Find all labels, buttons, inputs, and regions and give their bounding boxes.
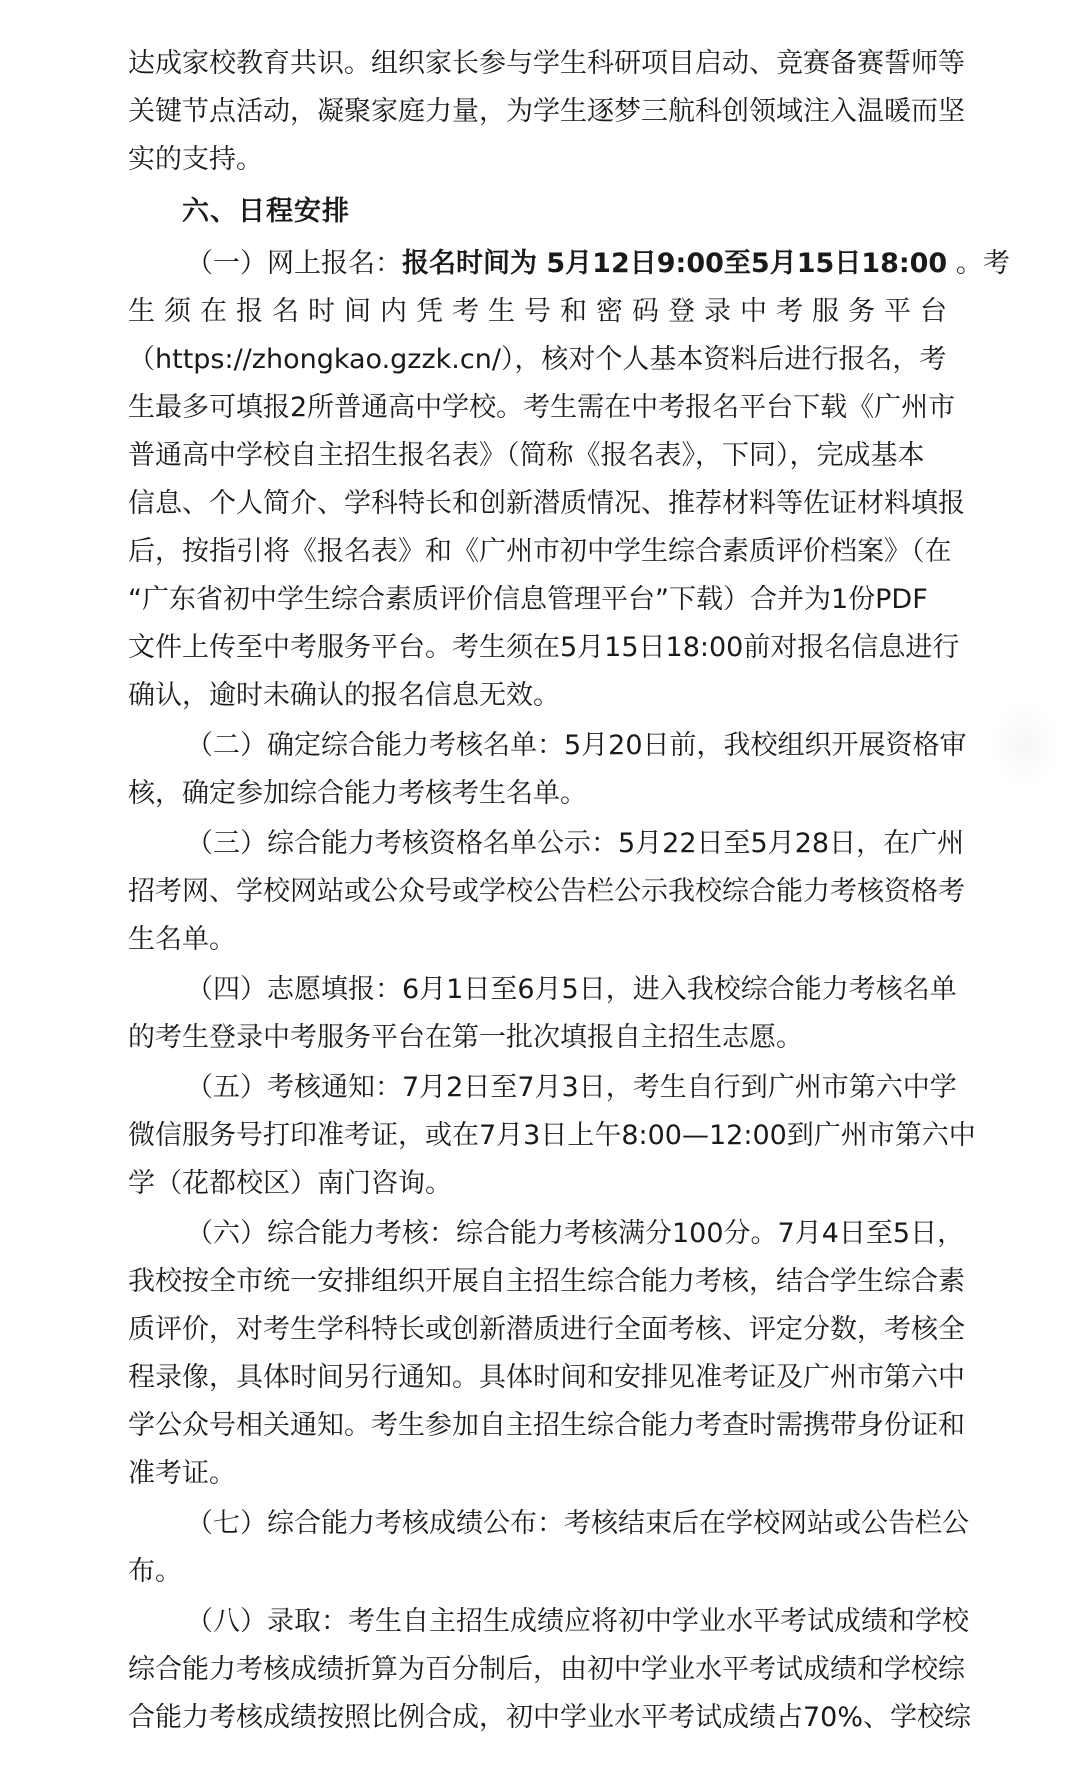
text-line: 合能力考核成绩按照比例合成，初中学业水平考试成绩占70%、学校综 — [128, 1702, 972, 1733]
text-line: 程录像，具体时间另行通知。具体时间和安排见准考证及广州市第六中 — [128, 1362, 965, 1393]
text-line: （七）综合能力考核成绩公布：考核结束后在学校网站或公告栏公 — [186, 1508, 969, 1539]
text-line: 我校按全市统一安排组织开展自主招生综合能力考核，结合学生综合素 — [128, 1266, 965, 1297]
text-line: （四）志愿填报：6月1日至6月5日，进入我校综合能力考核名单 — [186, 974, 957, 1005]
text-line: 布。 — [128, 1556, 182, 1587]
text-line: 确认，逾时未确认的报名信息无效。 — [128, 680, 560, 711]
text-tail: 。考 — [947, 248, 1010, 279]
item-label: （一）网上报名： — [186, 248, 402, 279]
text-line: （https://zhongkao.gzzk.cn/），核对个人基本资料后进行报名，考 — [128, 344, 947, 375]
text-line: 实的支持。 — [128, 144, 263, 175]
text-line: 达成家校教育共识。组织家长参与学生科研项目启动、竞赛备赛誓师等 — [128, 48, 965, 79]
text-line: （八）录取：考生自主招生成绩应将初中学业水平考试成绩和学校 — [186, 1606, 969, 1637]
text-line: （五）考核通知：7月2日至7月3日，考生自行到广州市第六中学 — [186, 1072, 957, 1103]
text-line: （三）综合能力考核资格名单公示：5月22日至5月28日，在广州 — [186, 828, 965, 859]
text-line: 生须在报名时间内凭考生号和密码登录中考服务平台 — [128, 296, 956, 327]
section-heading: 六、日程安排 — [182, 196, 350, 227]
text-line: 学公众号相关通知。考生参加自主招生综合能力考查时需携带身份证和 — [128, 1410, 965, 1441]
text-line: 综合能力考核成绩折算为百分制后，由初中学业水平考试成绩和学校综 — [128, 1654, 965, 1685]
text-line — [186, 240, 1010, 288]
text-line: 后，按指引将《报名表》和《广州市初中学生综合素质评价档案》（在 — [128, 536, 952, 567]
text-line: 信息、个人简介、学科特长和创新潜质情况、推荐材料等佐证材料填报 — [128, 488, 965, 519]
text-line: 关键节点活动，凝聚家庭力量，为学生逐梦三航科创领域注入温暖而坚 — [128, 96, 965, 127]
text-line: 生名单。 — [128, 924, 236, 955]
text-line: 文件上传至中考服务平台。考生须在5月15日18:00前对报名信息进行 — [128, 632, 960, 663]
text-line: （二）确定综合能力考核名单：5月20日前，我校组织开展资格审 — [186, 730, 967, 761]
text-line: 学（花都校区）南门咨询。 — [128, 1168, 452, 1199]
text-line: 微信服务号打印准考证，或在7月3日上午8:00—12:00到广州市第六中 — [128, 1120, 976, 1151]
text-line: 质评价，对考生学科特长或创新潜质进行全面考核、评定分数，考核全 — [128, 1314, 965, 1345]
text-line: 普通高中学校自主招生报名表》（简称《报名表》，下同），完成基本 — [128, 440, 925, 471]
text-line: （六）综合能力考核：综合能力考核满分100分。7月4日至5日， — [186, 1218, 965, 1249]
text-line: 招考网、学校网站或公众号或学校公告栏公示我校综合能力考核资格考 — [128, 876, 965, 907]
text-line: 的考生登录中考服务平台在第一批次填报自主招生志愿。 — [128, 1022, 803, 1053]
text-line: “广东省初中学生综合素质评价信息管理平台”下载）合并为1份PDF — [128, 584, 928, 615]
text-line: 核，确定参加综合能力考核考生名单。 — [128, 778, 587, 809]
scan-smudge — [990, 700, 1060, 790]
bold-period: 报名时间为 5月12日9:00至5月15日18:00 — [402, 248, 948, 279]
text-line: 生最多可填报2所普通高中学校。考生需在中考报名平台下载《广州市 — [128, 392, 956, 423]
text-line: 准考证。 — [128, 1458, 236, 1489]
